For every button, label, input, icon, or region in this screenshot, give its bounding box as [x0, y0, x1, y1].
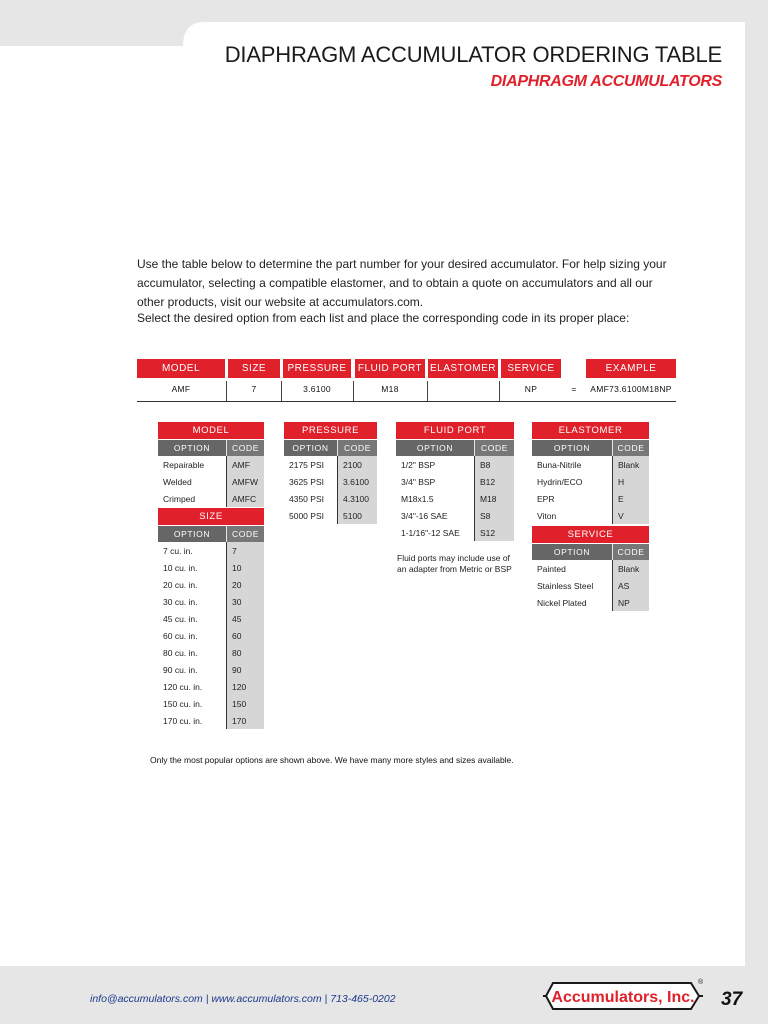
table-row	[532, 507, 649, 524]
code-cell: H	[612, 473, 649, 490]
table-row	[158, 593, 264, 610]
code-cell: B8	[474, 456, 514, 473]
code-cell: 170	[226, 712, 264, 729]
option-cell: 4350 PSI	[289, 493, 324, 504]
table-row	[532, 594, 649, 611]
code-cell: Blank	[612, 560, 649, 577]
option-cell: Buna-Nitrile	[537, 459, 582, 470]
summary-header-elastomer: ELASTOMER	[428, 359, 498, 378]
option-cell: M18x1.5	[401, 493, 434, 504]
option-cell: 1/2" BSP	[401, 459, 436, 470]
elastomer-table	[532, 422, 649, 524]
table-row	[396, 507, 514, 524]
code-cell: M18	[474, 490, 514, 507]
divider	[226, 381, 227, 401]
table-row	[158, 644, 264, 661]
table-row	[532, 490, 649, 507]
code-cell: AMFC	[226, 490, 264, 507]
table-row	[284, 473, 377, 490]
code-cell: 45	[226, 610, 264, 627]
code-cell: AMF	[226, 456, 264, 473]
table-title: ELASTOMER	[532, 422, 649, 439]
option-cell: 1-1/16"-12 SAE	[401, 527, 460, 538]
option-cell: 20 cu. in.	[163, 579, 198, 590]
option-cell: Stainless Steel	[537, 580, 594, 591]
column-header-option: OPTION	[158, 526, 226, 542]
divider	[353, 381, 354, 401]
registered-mark: ®	[698, 979, 704, 986]
code-cell: V	[612, 507, 649, 524]
column-header-code: CODE	[474, 440, 514, 456]
table-row	[158, 490, 264, 507]
code-cell: 30	[226, 593, 264, 610]
summary-value-pressure: 3.6100	[303, 384, 331, 394]
table-row	[396, 473, 514, 490]
footnote: Only the most popular options are shown above. We have many more styles and sizes available.	[150, 755, 514, 765]
table-row	[158, 456, 264, 473]
code-cell: 150	[226, 695, 264, 712]
table-title: SERVICE	[532, 526, 649, 543]
option-cell: 30 cu. in.	[163, 596, 198, 607]
summary-header-size: SIZE	[228, 359, 280, 378]
column-header-code: CODE	[612, 440, 649, 456]
option-cell: 45 cu. in.	[163, 613, 198, 624]
summary-equals: =	[571, 384, 577, 394]
table-row	[532, 456, 649, 473]
page-title: DIAPHRAGM ACCUMULATOR ORDERING TABLE	[224, 42, 722, 67]
column-header-code: CODE	[226, 526, 264, 542]
option-cell: 90 cu. in.	[163, 664, 198, 675]
table-title: FLUID PORT	[396, 422, 514, 439]
logo-text: Accumulators, Inc.	[551, 989, 695, 1006]
table-row	[396, 490, 514, 507]
code-cell: AMFW	[226, 473, 264, 490]
footer-contact[interactable]: info@accumulators.com | www.accumulators.com | 713-465-0202	[90, 993, 396, 1005]
summary-value-model: AMF	[171, 384, 191, 394]
option-cell: 80 cu. in.	[163, 647, 198, 658]
option-cell: 3/4"-16 SAE	[401, 510, 448, 521]
intro-paragraph: Use the table below to determine the part number for your desired accumulator. For help sizing your accumulator, selecting a compatible elastomer, and to obtain a quote on accumulators and all our other products, visit our website at accumulators.com.	[137, 257, 667, 309]
table-row	[396, 456, 514, 473]
summary-value-fluid-port: M18	[381, 384, 399, 394]
code-cell: AS	[612, 577, 649, 594]
table-row	[284, 507, 377, 524]
table-row	[158, 559, 264, 576]
code-cell: 90	[226, 661, 264, 678]
code-cell: B12	[474, 473, 514, 490]
code-cell: S12	[474, 524, 514, 541]
option-cell: 3/4" BSP	[401, 476, 436, 487]
divider	[499, 381, 500, 401]
code-cell: 80	[226, 644, 264, 661]
table-row	[158, 542, 264, 559]
option-cell: Nickel Plated	[537, 597, 587, 608]
summary-header-pressure: PRESSURE	[283, 359, 351, 378]
option-cell: Welded	[163, 476, 192, 487]
code-cell: 60	[226, 627, 264, 644]
option-cell: Painted	[537, 563, 566, 574]
column-header-option: OPTION	[284, 440, 337, 456]
option-cell: Hydrin/ECO	[537, 476, 583, 487]
summary-underline	[137, 401, 676, 402]
table-row	[396, 524, 514, 541]
fluid-port-note: Fluid ports may include use of an adapter from Metric or BSP	[397, 553, 512, 574]
column-header-code: CODE	[612, 544, 649, 560]
model-table	[158, 422, 264, 507]
table-title: MODEL	[158, 422, 264, 439]
code-cell: 120	[226, 678, 264, 695]
option-cell: 10 cu. in.	[163, 562, 198, 573]
option-cell: 7 cu. in.	[163, 545, 193, 556]
pressure-table	[284, 422, 377, 524]
code-cell: 7	[226, 542, 264, 559]
table-row	[158, 712, 264, 729]
table-row	[158, 610, 264, 627]
code-cell: 20	[226, 576, 264, 593]
table-row	[158, 576, 264, 593]
company-logo[interactable]	[543, 975, 705, 1017]
fluid-port-table	[396, 422, 514, 541]
table-row	[532, 560, 649, 577]
service-table	[532, 526, 649, 611]
option-cell: 3625 PSI	[289, 476, 324, 487]
instruction-paragraph: Select the desired option from each list and place the corresponding code in its proper place:	[137, 311, 630, 325]
code-cell: 5100	[337, 507, 377, 524]
code-cell: 10	[226, 559, 264, 576]
column-header-option: OPTION	[532, 440, 612, 456]
option-cell: Repairable	[163, 459, 205, 470]
option-cell: Viton	[537, 510, 557, 521]
summary-value-size: 7	[251, 384, 257, 394]
table-row	[158, 627, 264, 644]
code-cell: Blank	[612, 456, 649, 473]
divider	[281, 381, 282, 401]
table-row	[284, 490, 377, 507]
code-cell: E	[612, 490, 649, 507]
table-title: PRESSURE	[284, 422, 377, 439]
table-row	[158, 678, 264, 695]
option-cell: 5000 PSI	[289, 510, 324, 521]
table-row	[158, 473, 264, 490]
summary-header-service: SERVICE	[501, 359, 561, 378]
page-subtitle: DIAPHRAGM ACCUMULATORS	[490, 73, 722, 90]
code-cell: S8	[474, 507, 514, 524]
summary-value-example: AMF73.6100M18NP	[590, 384, 672, 394]
column-header-option: OPTION	[158, 440, 226, 456]
code-cell: 2100	[337, 456, 377, 473]
column-header-code: CODE	[337, 440, 377, 456]
summary-header-example: EXAMPLE	[586, 359, 676, 378]
summary-header-model: MODEL	[137, 359, 225, 378]
option-cell: 170 cu. in.	[163, 715, 203, 726]
column-header-option: OPTION	[396, 440, 474, 456]
option-cell: 120 cu. in.	[163, 681, 203, 692]
table-title: SIZE	[158, 508, 264, 525]
summary-header-fluid-port: FLUID PORT	[355, 359, 425, 378]
option-cell: EPR	[537, 493, 555, 504]
code-cell: 4.3100	[337, 490, 377, 507]
option-cell: 150 cu. in.	[163, 698, 203, 709]
table-row	[158, 695, 264, 712]
page-number: 37	[721, 989, 743, 1010]
summary-value-elastomer	[428, 381, 498, 397]
option-cell: Crimped	[163, 493, 196, 504]
table-row	[284, 456, 377, 473]
summary-value-service: NP	[524, 384, 538, 394]
table-row	[532, 577, 649, 594]
code-cell: 3.6100	[337, 473, 377, 490]
option-cell: 60 cu. in.	[163, 630, 198, 641]
option-cell: 2175 PSI	[289, 459, 324, 470]
code-cell: NP	[612, 594, 649, 611]
table-row	[532, 473, 649, 490]
table-row	[158, 661, 264, 678]
size-table	[158, 508, 264, 729]
column-header-option: OPTION	[532, 544, 612, 560]
column-header-code: CODE	[226, 440, 264, 456]
